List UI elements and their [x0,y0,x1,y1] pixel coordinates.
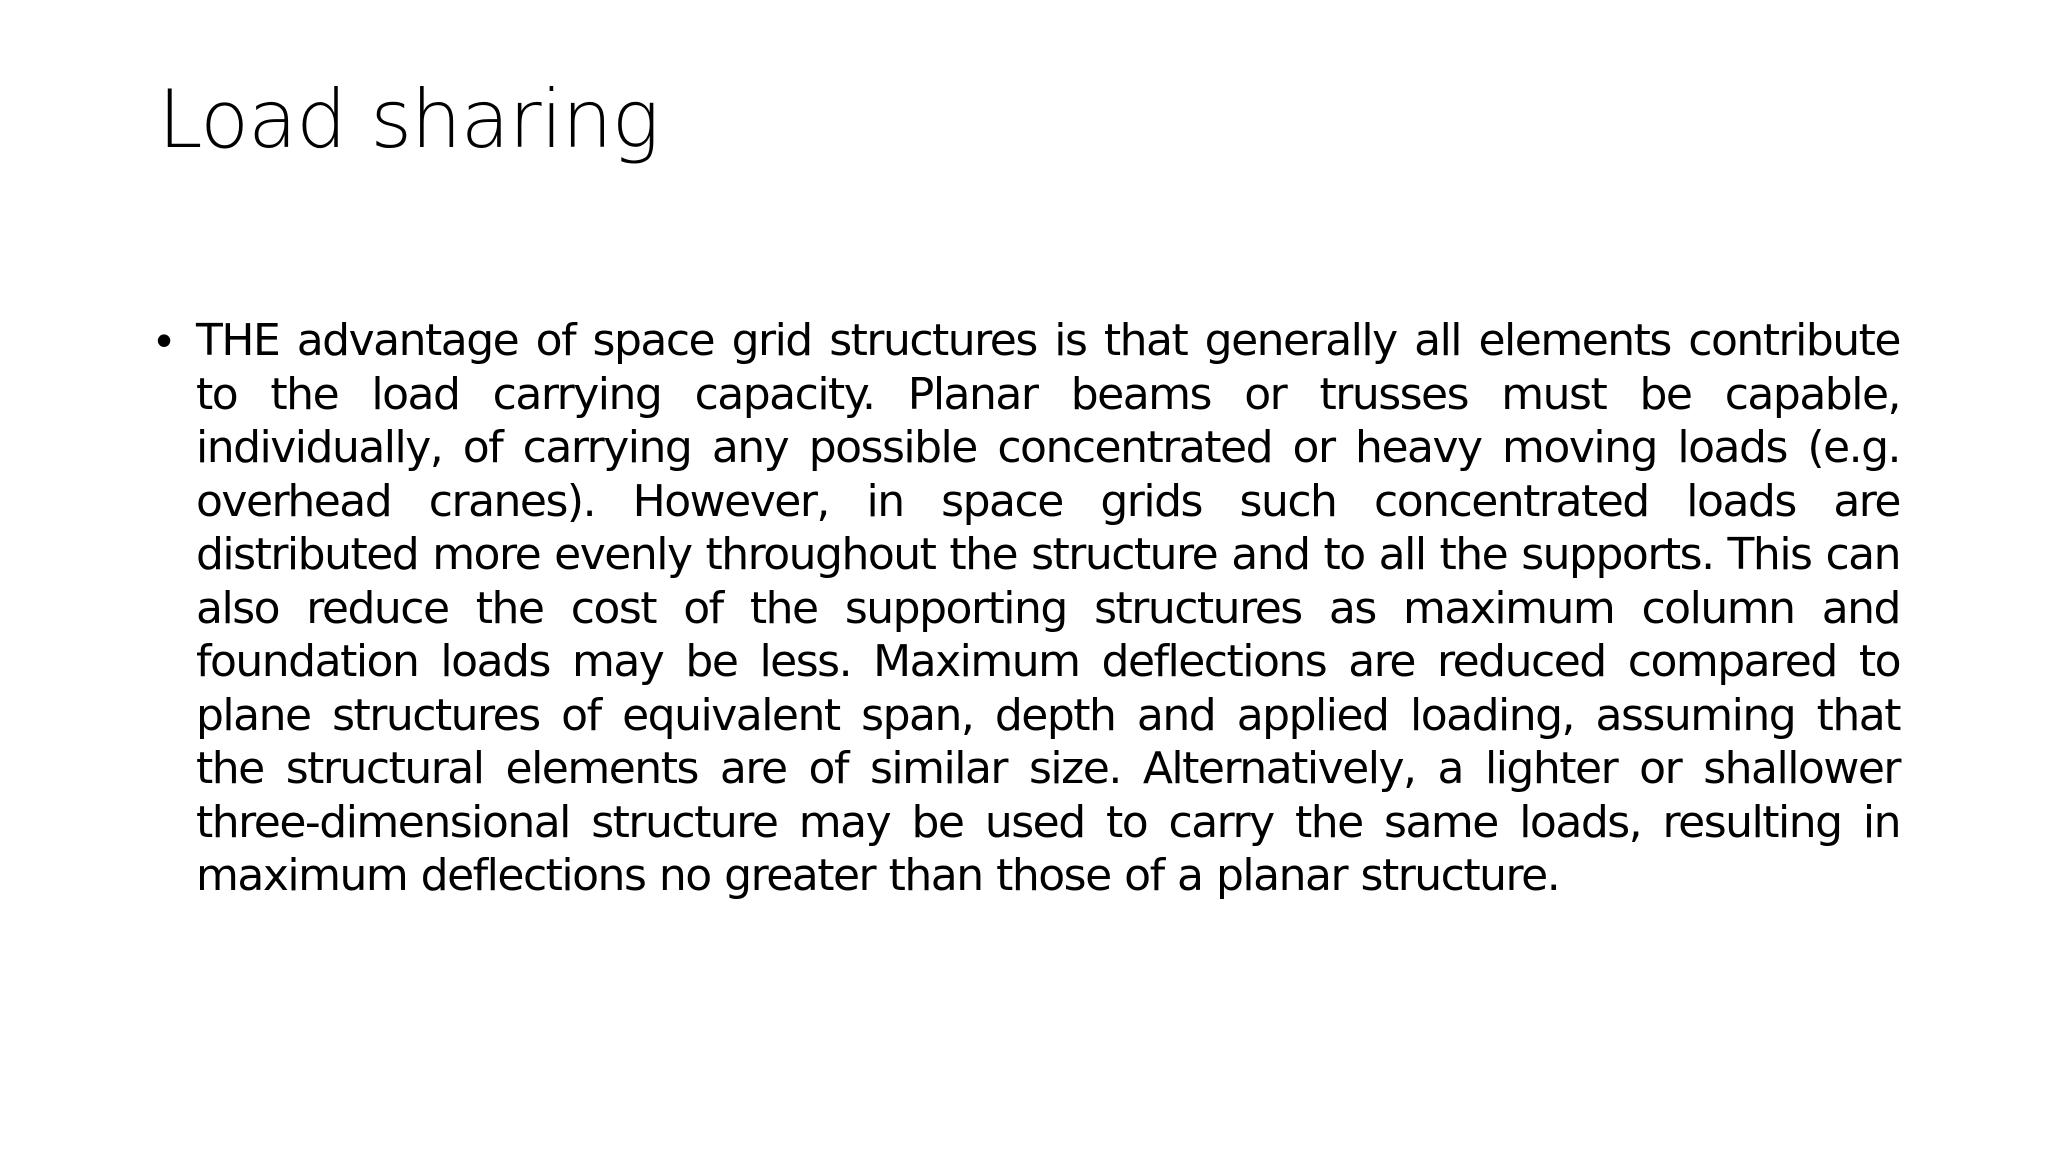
bullet-list [150,314,1900,903]
bullet-text: THE advantage of space grid structures is that generally all elements contribute to the load carrying capacity. Planar beams or trusses must be capable, individually, of carrying any possible concentrated or heavy moving loads (e.g. overhead cranes). However, in space grids such concentrated loads are distributed more evenly throughout the structure and to all the supports. This can also reduce the cost of the supporting structures as maximum column and foundation loads may be less. Maximum deflections are reduced compared to plane structures of equivalent span, depth and applied loading, assuming that the structural elements are of similar size. Alternatively, a lighter or shallower three-dimensional structure may be used to carry the same loads, resulting in maximum deflections no greater than those of a planar structure. [196,315,1900,901]
bullet-item [150,314,1900,903]
slide-title: Load sharing [158,73,659,166]
bullet-dot-icon: • [156,314,173,366]
slide-body [150,314,1900,903]
